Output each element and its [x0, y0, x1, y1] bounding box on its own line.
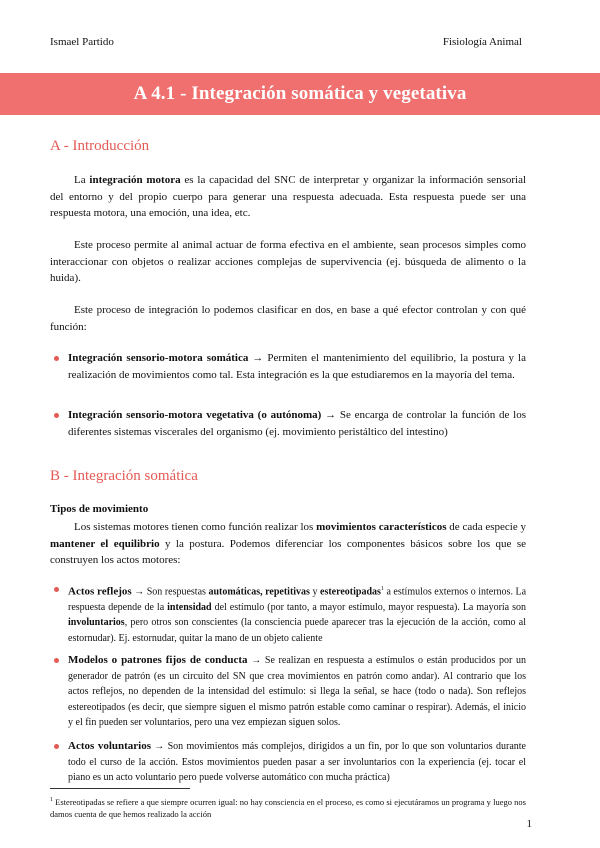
section-heading-intro: A - Introducción [50, 138, 150, 154]
bullet-icon [54, 744, 59, 749]
page-number: 1 [526, 818, 532, 830]
subheading-movement-types: Tipos de movimiento [50, 503, 149, 515]
page-title: A 4.1 - Integración somática y vegetativa [133, 83, 467, 104]
bullet-icon [54, 658, 59, 663]
bullet-icon [54, 587, 59, 592]
section-heading-somatic: B - Integración somática [50, 468, 198, 484]
title-banner [0, 73, 600, 115]
bullet-icon [54, 356, 59, 361]
bullet-item-voluntary: Actos voluntarios → Son movimientos más complejos, dirigidos a un fin, por lo que son voluntarios durante todo el curso de la acción. Estos movimientos pueden pasar a ser involuntarios con la experiencia (ej. tocar el piano es un acto voluntario pero puede volverse automático con mucha práctica) [68, 739, 526, 786]
intro-paragraph-3: Este proceso de integración lo podemos clasificar en dos, en base a qué efector controlan y con qué función: [50, 304, 526, 333]
header-subject: Fisiología Animal [442, 36, 522, 48]
footnote: $^1$ Estereotipadas se refiere a que siempre ocurren igual: no hay consciencia en el proceso, es como si ejecutáramos un programa y luego nos damos cuenta de que hemos realizado la acción [50, 796, 526, 819]
somatic-paragraph: Los sistemas motores tienen como función realizar los movimientos característicos de cada especie y mantener el equilibrio y la postura. Podemos diferenciar los componentes básicos sobre los que se construyen los actos motores: [50, 521, 526, 566]
bullet-icon [54, 413, 59, 418]
intro-paragraph-1: La integración motora es la capacidad del SNC de interpretar y organizar la información sensorial del entorno y del propio cuerpo para generar una respuesta adecuada. Esta respuesta puede ser una respuesta motora, una emoción, una idea, etc. [50, 174, 527, 219]
intro-paragraph-2: Este proceso permite al animal actuar de forma efectiva en el ambiente, sean procesos simples como interaccionar con objetos o realizar acciones complejas de supervivencia (ej. búsqueda de alimento o la huida). [50, 239, 526, 284]
footnote-ref: 1 [380, 586, 384, 592]
footnote-divider [50, 788, 190, 789]
bullet-item: Integración sensorio-motora somática → Permiten el mantenimiento del equilibrio, la postura y la realización de movimientos como tal. Esta integración es la que estudiaremos en la mayoría del tema. [68, 350, 526, 383]
bullet-item: Integración sensorio-motora vegetativa (o autónoma) → Se encarga de controlar la función de los diferentes sistemas viscerales del organismo (ej. movimiento peristáltico del intestino) [68, 407, 526, 440]
bullet-item-reflex: Actos reflejos → Son respuestas automáticas, repetitivas y estereotipadas$^1$ a estímulos externos o internos. La respuesta depende de la intensidad del estímulo (por tanto, a mayor estímulo, mayor respuesta). La mayoría son involuntarios, pero otros son conscientes (la consciencia puede aparecer tras la ejecución de la acción, como al estornudar). Ej. estornudar, quitar la mano de un objeto caliente [68, 582, 526, 646]
header-author: Ismael Partido [50, 36, 114, 48]
bullet-item-fixed-patterns: Modelos o patrones fijos de conducta → Se realizan en respuesta a estímulos o están producidos por un generador de patrón (es un circuito del SN que crea movimientos en patrón como andar). Al contrario que los actos reflejos, no dependen de la intensidad del estímulo: si llega la señal, se hace (todo o nada). Son reflejos estereotipados (es decir, que siempre siguen el mismo patrón estable como caminar o respirar). Además, el inicio y el fin pueden ser voluntarios, pero una vez empiezan siguen solos. [68, 653, 526, 731]
